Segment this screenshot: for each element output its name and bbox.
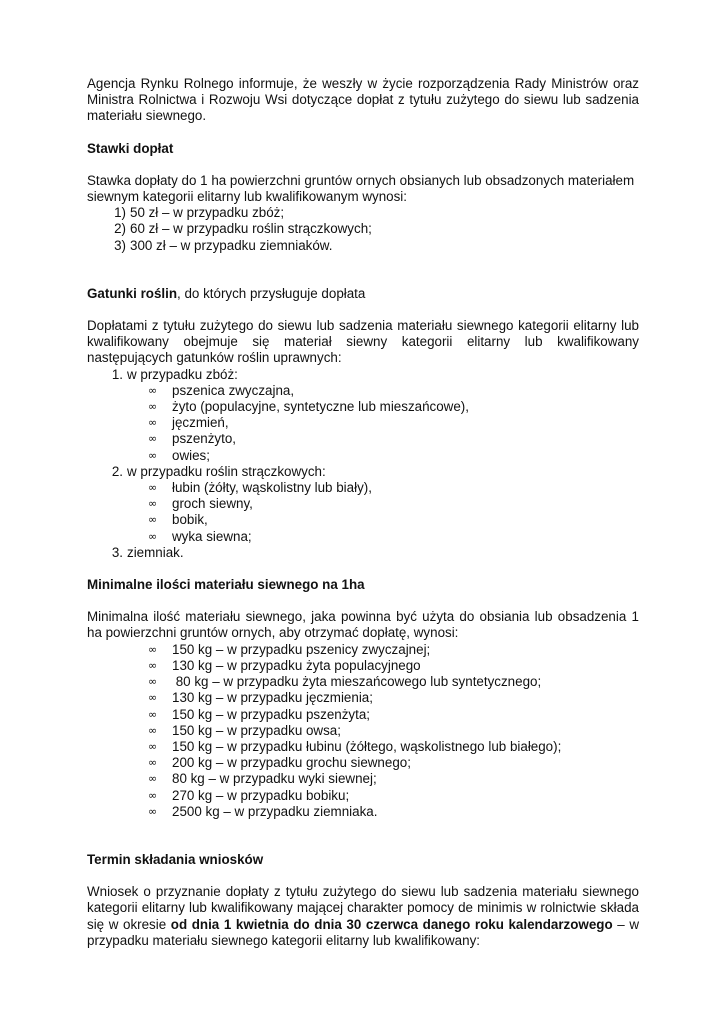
minimum-paragraph: Minimalna ilość materiału siewnego, jaka powinna być użyta do obsiania lub obsadzenia 1 ha powierzchni gruntów ornych, aby otrzymać dopłatę, wynosi: [87, 609, 639, 641]
list-item: ∞ owies; [148, 447, 210, 463]
infinity-bullet-icon: ∞ [148, 675, 158, 689]
list-item: 1) 50 zł – w przypadku zbóż; [114, 205, 285, 221]
list-item: 2. w przypadku roślin strączkowych: [111, 463, 326, 479]
infinity-bullet-icon: ∞ [148, 772, 158, 786]
infinity-bullet-icon: ∞ [148, 739, 158, 753]
infinity-bullet-icon: ∞ [148, 481, 158, 495]
infinity-bullet-icon: ∞ [148, 400, 158, 414]
infinity-bullet-icon: ∞ [148, 432, 158, 446]
list-item: ∞ groch siewny, [148, 496, 253, 512]
list-item: 2) 60 zł – w przypadku roślin strączkowych; [114, 221, 372, 237]
infinity-bullet-icon: ∞ [148, 788, 158, 802]
list-item: 3) 300 zł – w przypadku ziemniaków. [114, 237, 333, 253]
list-item: ∞ 200 kg – w przypadku grochu siewnego; [148, 755, 411, 771]
list-item: ∞ łubin (żółty, wąskolistny lub biały), [148, 480, 372, 496]
list-item: ∞ 150 kg – w przypadku owsa; [148, 722, 341, 738]
infinity-bullet-icon: ∞ [148, 642, 158, 656]
minimum-heading: Minimalne ilości materiału siewnego na 1ha [87, 577, 365, 593]
list-item: ∞ 80 kg – w przypadku żyta mieszańcowego lub syntetycznego; [148, 674, 542, 690]
list-item: ∞ 80 kg – w przypadku wyki siewnej; [148, 771, 377, 787]
list-item: ∞ jęczmień, [148, 415, 229, 431]
infinity-bullet-icon: ∞ [148, 383, 158, 397]
list-item: ∞ pszenica zwyczajna, [148, 382, 295, 398]
list-item: ∞ 150 kg – w przypadku łubinu (żółtego, wąskolistnego lub białego); [148, 738, 562, 754]
rates-heading: Stawki dopłat [87, 140, 174, 156]
list-item: ∞ 150 kg – w przypadku pszenżyta; [148, 706, 370, 722]
infinity-bullet-icon: ∞ [148, 756, 158, 770]
minimum-list [87, 642, 639, 820]
infinity-bullet-icon: ∞ [148, 804, 158, 818]
infinity-bullet-icon: ∞ [148, 723, 158, 737]
list-item: ∞ wyka siewna; [148, 528, 252, 544]
list-item: ∞ pszenżyto, [148, 431, 237, 447]
species-list [87, 367, 639, 561]
species-heading: Gatunki roślin, do których przysługuje dopłata [87, 285, 366, 301]
list-item: ∞ 130 kg – w przypadku jęczmienia; [148, 690, 373, 706]
rates-list [87, 205, 639, 254]
infinity-bullet-icon: ∞ [148, 513, 158, 527]
list-item: 3. ziemniak. [111, 544, 184, 560]
intro-paragraph: Agencja Rynku Rolnego informuje, że weszły w życie rozporządzenia Rady Ministrów oraz Ministra Rolnictwa i Rozwoju Wsi dotyczące dopłat z tytułu zużytego do siewu lub sadzenia materiału siewnego. [87, 76, 639, 124]
deadline-heading: Termin składania wniosków [87, 851, 264, 867]
list-item: ∞ 270 kg – w przypadku bobiku; [148, 787, 350, 803]
list-item: ∞ 150 kg – w przypadku pszenicy zwyczajnej; [148, 641, 431, 657]
infinity-bullet-icon: ∞ [148, 416, 158, 430]
document-page [87, 76, 639, 949]
infinity-bullet-icon: ∞ [148, 448, 158, 462]
infinity-bullet-icon: ∞ [148, 691, 158, 705]
rates-paragraph: Stawka dopłaty do 1 ha powierzchni gruntów ornych obsianych lub obsadzonych materiałem siewnym kategorii elitarny lub kwalifikowanym wynosi: [87, 172, 635, 205]
list-item: ∞ 130 kg – w przypadku żyta populacyjnego [148, 657, 421, 673]
infinity-bullet-icon: ∞ [148, 707, 158, 721]
list-item: ∞ bobik, [148, 512, 208, 528]
list-item: ∞ 2500 kg – w przypadku ziemniaka. [148, 803, 378, 819]
species-paragraph: Dopłatami z tytułu zużytego do siewu lub sadzenia materiału siewnego kategorii elitarny lub kwalifikowany obejmuje się materiał siewny kategorii elitarny lub kwalifikowany następujących gatunków roślin uprawnych: [87, 318, 639, 366]
list-item: ∞ żyto (populacyjne, syntetyczne lub mieszańcowe), [148, 399, 469, 415]
list-item: 1. w przypadku zbóż: [111, 366, 238, 382]
infinity-bullet-icon: ∞ [148, 658, 158, 672]
infinity-bullet-icon: ∞ [148, 497, 158, 511]
infinity-bullet-icon: ∞ [148, 529, 158, 543]
deadline-paragraph: Wniosek o przyznanie dopłaty z tytułu zużytego do siewu lub sadzenia materiału siewnego kategorii elitarny lub kwalifikowany mającej charakter pomocy de minimis w rolnictwie składa się w okresie od dnia 1 kwietnia do dnia 30 czerwca danego roku kalendarzowego – w przypadku materiału siewnego kategorii elitarny lub kwalifikowany: [87, 884, 639, 948]
